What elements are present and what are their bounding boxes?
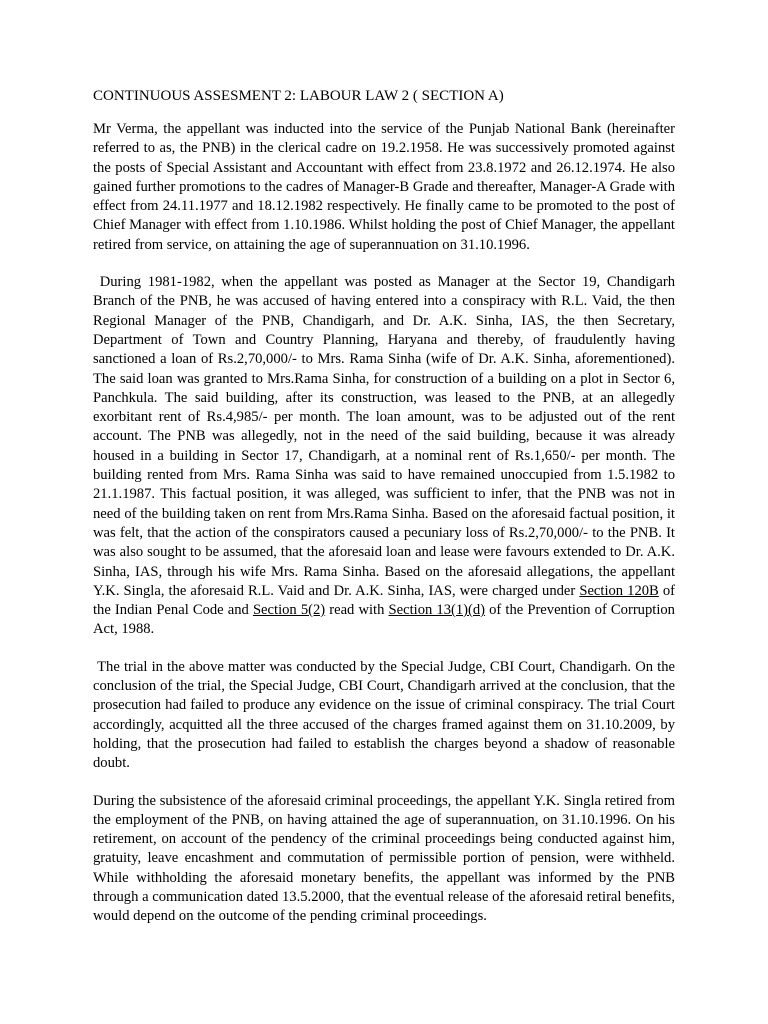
paragraph-retirement: During the subsistence of the aforesaid criminal proceedings, the appellant Y.K. Singla retired from the employment of the PNB, on having attained the age of superannuation, on 31.10.1996. On his retirement, on account of the pendency of the criminal proceedings being conducted against him, gratuity, leave encashment and commutation of permissible portion of pension, were withheld. While withholding the aforesaid monetary benefits, the appellant was informed by the PNB through a communication dated 13.5.2000, that the eventual release of the aforesaid retiral benefits, would depend on the outcome of the pending criminal proceedings. — [93, 792, 675, 925]
allegations-text-b: of the Indian Penal Code and — [93, 582, 675, 619]
allegations-text-a: During 1981-1982, when the appellant was posted as Manager at the Sector 19, Chandigarh Branch of the PNB, he was accused of having entered into a conspiracy with R.L. Vaid, the then Regional Manager of the PNB, Chandigarh, and Dr. A.K. Sinha, IAS, the then Secretary, Department of Town and Country Planning, Haryana and thereby, of fraudulently having sanctioned a loan of Rs.2,70,000/- to Mrs. Rama Sinha (wife of Dr. A.K. Sinha, aforementioned). The said loan was granted to Mrs.Rama Sinha, for construction of a building on a plot in Sector 6, Panchkula. The said building, after its construction, was leased to the PNB, at an allegedly exorbitant rent of Rs.4,985/- per month. The loan amount, was to be adjusted out of the rent account. The PNB was allegedly, not in the need of the said building, because it was already housed in a building in Sector 17, Chandigarh, at a nominal rent of Rs.1,650/- per month. The building rented from Mrs. Rama Sinha was said to have remained unoccupied from 1.5.1982 to 21.1.1987. This factual position, it was alleged, was sufficient to infer, that the PNB was not in need of the building taken on rent from Mrs.Rama Sinha. Based on the aforesaid factual position, it was felt, that the action of the conspirators caused a pecuniary loss of Rs.2,70,000/- to the PNB. It was also sought to be assumed, that the aforesaid loan and lease were favours extended to Dr. A.K. Sinha, IAS, through his wife Mrs. Rama Sinha. Based on the aforesaid allegations, the appellant Y.K. Singla, the aforesaid R.L. Vaid and Dr. A.K. Sinha, IAS, were charged under — [93, 274, 675, 599]
section-13-1-d-link[interactable]: Section 13(1)(d) — [388, 602, 486, 619]
document-title: CONTINUOUS ASSESMENT 2: LABOUR LAW 2 ( SECTION A) — [93, 88, 504, 104]
allegations-text-d: of the Prevention of Corruption Act, 1988. — [93, 602, 675, 638]
document-page — [93, 87, 675, 945]
paragraph-trial: The trial in the above matter was conducted by the Special Judge, CBI Court, Chandigarh. On the conclusion of the trial, the Special Judge, CBI Court, Chandigarh arrived at the conclusion, that the prosecution had failed to produce any evidence on the issue of criminal conspiracy. The trial Court accordingly, acquitted all the three accused of the charges framed against them on 31.10.2009, by holding, that the prosecution had failed to establish the charges beyond a shadow of reasonable doubt. — [93, 658, 675, 772]
paragraph-allegations — [93, 273, 675, 640]
section-5-2-link[interactable]: Section 5(2) — [252, 602, 326, 619]
section-120b-link[interactable]: Section 120B — [579, 582, 659, 599]
allegations-text-c: read with — [325, 602, 389, 619]
paragraph-service-history: Mr Verma, the appellant was inducted into the service of the Punjab National Bank (hereinafter referred to as, the PNB) in the clerical cadre on 19.2.1958. He was successively promoted against the posts of Special Assistant and Accountant with effect from 23.8.1972 and 26.12.1974. He also gained further promotions to the cadres of Manager-B Grade and thereafter, Manager-A Grade with effect from 24.11.1977 and 18.12.1982 respectively. He finally came to be promoted to the post of Chief Manager with effect from 1.10.1986. Whilst holding the post of Chief Manager, the appellant retired from service, on attaining the age of superannuation on 31.10.1996. — [93, 121, 675, 253]
